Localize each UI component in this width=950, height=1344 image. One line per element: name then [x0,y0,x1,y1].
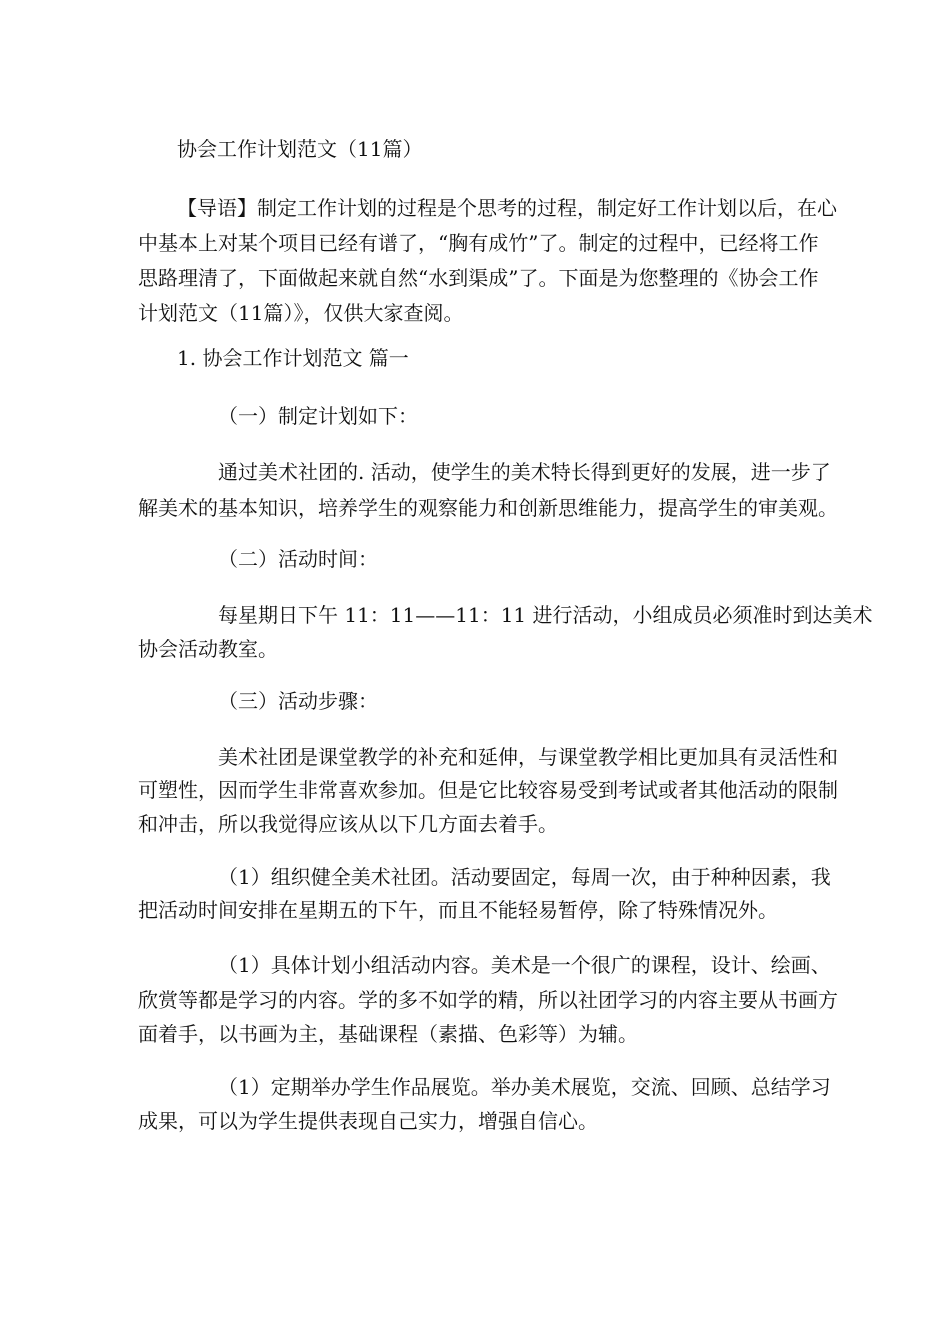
paragraph-line: 解美术的基本知识，培养学生的观察能力和创新思维能力，提高学生的审美观。 [138,496,838,520]
paragraph-line: 成果，可以为学生提供表现自己实力，增强自信心。 [138,1109,598,1133]
paragraph-line: （1）具体计划小组活动内容。美术是一个很广的课程，设计、绘画、 [218,953,831,977]
intro-line: 思路理清了，下面做起来就自然“水到渠成”了。下面是为您整理的《协会工作 [138,266,819,290]
paragraph-line: 可塑性，因而学生非常喜欢参加。但是它比较容易受到考试或者其他活动的限制 [138,778,838,802]
paragraph-line: 和冲击，所以我觉得应该从以下几方面去着手。 [138,812,558,836]
intro-line: 中基本上对某个项目已经有谱了，“胸有成竹”了。制定的过程中，已经将工作 [138,231,819,255]
paragraph-line: （1）组织健全美术社团。活动要固定，每周一次，由于种种因素，我 [218,865,831,889]
paragraph-line: 通过美术社团的. 活动，使学生的美术特长得到更好的发展，进一步了 [218,460,831,484]
intro-line: 【导语】制定工作计划的过程是个思考的过程，制定好工作计划以后，在心 [177,196,837,220]
paragraph-line: 每星期日下午 11：11——11：11 进行活动，小组成员必须准时到达美术 [218,603,873,627]
document-title: 协会工作计划范文（11篇） [177,137,423,161]
subsection-heading: （三）活动步骤： [218,689,378,713]
paragraph-line: 把活动时间安排在星期五的下午，而且不能轻易暂停，除了特殊情况外。 [138,898,778,922]
paragraph-line: 美术社团是课堂教学的补充和延伸，与课堂教学相比更加具有灵活性和 [218,745,838,769]
paragraph-line: 欣赏等都是学习的内容。学的多不如学的精，所以社团学习的内容主要从书画方 [138,988,838,1012]
paragraph-line: 协会活动教室。 [138,637,278,661]
section-heading: 1. 协会工作计划范文 篇一 [177,346,409,370]
subsection-heading: （一）制定计划如下： [218,404,418,428]
paragraph-line: （1）定期举办学生作品展览。举办美术展览，交流、回顾、总结学习 [218,1075,831,1099]
paragraph-line: 面着手，以书画为主，基础课程（素描、色彩等）为辅。 [138,1022,638,1046]
intro-line: 计划范文（11篇）》，仅供大家查阅。 [138,301,464,325]
subsection-heading: （二）活动时间： [218,547,378,571]
